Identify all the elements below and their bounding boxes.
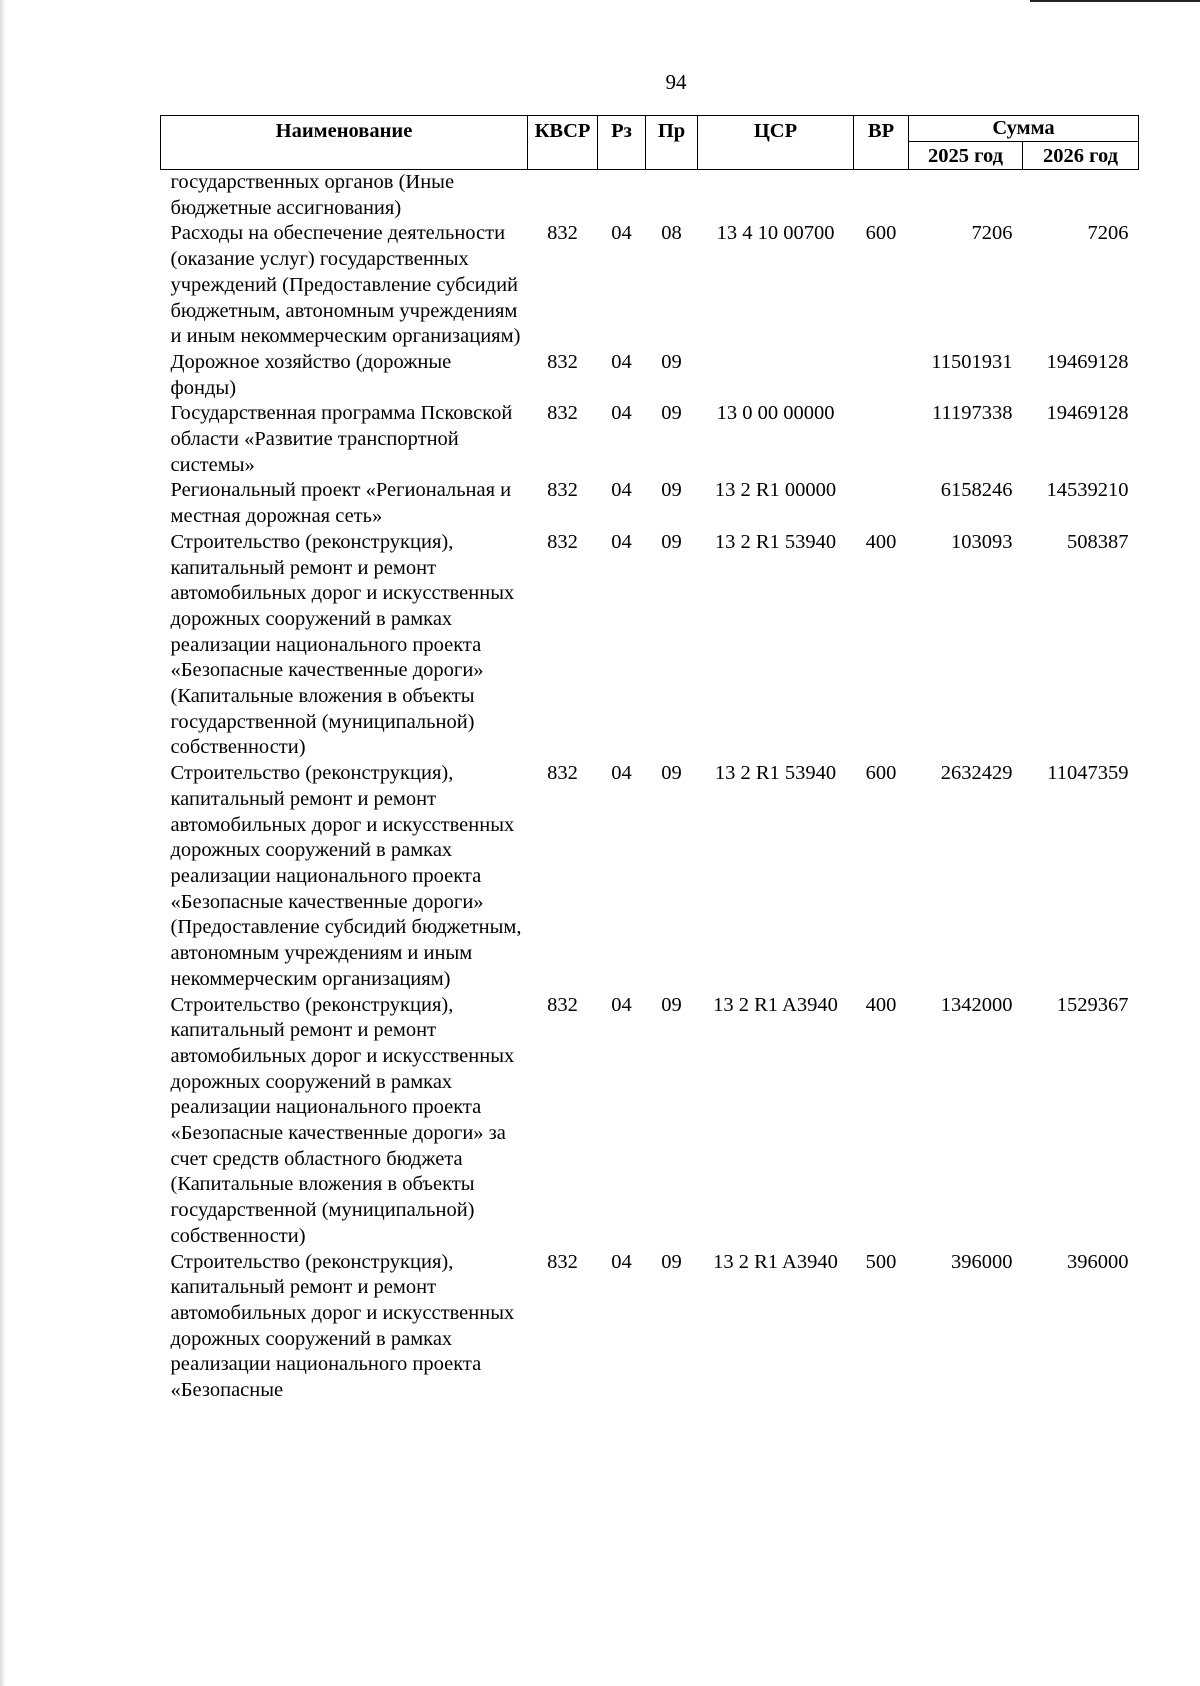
row-amount-2026-cell: 19469128 <box>1046 350 1129 373</box>
row-vr-cell <box>854 350 909 401</box>
row-amount-2025-cell: 103093 <box>951 530 1013 553</box>
row-name-cell: государственных органов (Иные бюджетные ассигнования) <box>170 171 455 219</box>
row-csr-cell: 13 4 10 00700 <box>716 222 835 245</box>
row-amount-2026-cell: 7206 <box>1087 222 1129 245</box>
row-amount-2025-cell: 7206 <box>971 222 1013 245</box>
row-csr-cell <box>698 170 854 222</box>
page-number: 94 <box>665 70 687 94</box>
table-row <box>161 401 1139 478</box>
row-amount-2026-cell: 14539210 <box>1046 479 1129 502</box>
header-sum: Сумма <box>909 116 1139 142</box>
row-kvsr-cell: 832 <box>547 1250 578 1273</box>
header-year-2025: 2025 год <box>909 142 1023 170</box>
table-row <box>161 761 1139 992</box>
table-body <box>161 170 1139 1404</box>
row-amount-2026-cell <box>1023 170 1139 222</box>
row-rz-cell: 04 <box>611 993 632 1016</box>
row-pr-cell: 09 <box>661 530 682 553</box>
row-rz-cell: 04 <box>611 479 632 502</box>
row-csr-cell: 13 2 R1 A3940 <box>713 1250 838 1273</box>
row-kvsr-cell: 832 <box>547 402 578 425</box>
row-vr-cell: 600 <box>865 222 897 245</box>
row-pr-cell: 09 <box>661 1250 682 1273</box>
table-row <box>161 993 1139 1250</box>
row-name-cell: Региональный проект «Региональная и местная дорожная сеть» <box>170 479 512 528</box>
row-vr-cell: 400 <box>865 993 897 1016</box>
row-kvsr-cell <box>528 170 598 222</box>
row-kvsr-cell: 832 <box>547 479 578 502</box>
row-rz-cell: 04 <box>611 1250 632 1273</box>
row-name-cell: Строительство (реконструкция), капитальный ремонт и ремонт автомобильных дорог и искусственных дорожных сооружений в рамках реализации национального проекта «Безопасные качественные дороги» (Предоставление субсидий бюджетным, автономным учреждениям и иным некоммерческим организациям) <box>170 762 522 990</box>
row-name-cell: Строительство (реконструкция), капитальный ремонт и ремонт автомобильных дорог и искусственных дорожных сооружений в рамках реализации национального проекта «Безопасные качественные дороги» за счет средств областного бюджета (Капитальные вложения в объекты государственной (муниципальной) собственности) <box>170 993 515 1247</box>
row-name-cell: Строительство (реконструкция), капитальный ремонт и ремонт автомобильных дорог и искусственных дорожных сооружений в рамках реализации национального проекта «Безопасные качественные дороги» (Капитальные вложения в объекты государственной (муниципальной) собственности) <box>170 530 515 759</box>
header-rz: Рз <box>598 116 646 170</box>
row-amount-2026-cell: 19469128 <box>1046 402 1129 425</box>
row-pr-cell: 09 <box>661 479 682 502</box>
row-amount-2026-cell: 396000 <box>1067 1250 1129 1273</box>
row-csr-cell: 13 2 R1 00000 <box>714 479 837 502</box>
row-amount-2025-cell: 1342000 <box>940 993 1013 1016</box>
row-csr-cell: 13 2 R1 53940 <box>714 762 837 785</box>
row-amount-2025-cell: 11501931 <box>931 350 1013 373</box>
row-kvsr-cell: 832 <box>547 350 578 373</box>
row-pr-cell: 09 <box>661 993 682 1016</box>
row-pr-cell: 09 <box>661 350 682 373</box>
row-csr-cell: 13 2 R1 53940 <box>714 530 837 553</box>
row-rz-cell: 04 <box>611 530 632 553</box>
row-name-cell: Расходы на обеспечение деятельности (оказание услуг) государственных учреждений (Предоставление субсидий бюджетным, автономным учреждениям и иным некоммерческим организациям) <box>170 222 521 348</box>
row-vr-cell: 500 <box>865 1250 897 1273</box>
row-csr-cell: 13 0 00 00000 <box>716 402 835 425</box>
row-vr-cell <box>854 170 909 222</box>
header-vr: ВР <box>854 116 909 170</box>
row-amount-2025-cell: 6158246 <box>940 479 1013 502</box>
budget-table <box>160 115 1139 1404</box>
top-rule-line <box>1030 0 1200 2</box>
header-csr: ЦСР <box>698 116 854 170</box>
header-row-top <box>161 116 1139 142</box>
row-pr-cell: 09 <box>661 402 682 425</box>
table-row <box>161 530 1139 761</box>
row-vr-cell <box>854 478 909 529</box>
header-year-2026: 2026 год <box>1023 142 1139 170</box>
row-amount-2025-cell <box>909 170 1023 222</box>
table-row <box>161 478 1139 529</box>
row-amount-2026-cell: 11047359 <box>1047 762 1129 785</box>
table-row <box>161 170 1139 222</box>
row-vr-cell: 400 <box>865 530 897 553</box>
row-kvsr-cell: 832 <box>547 762 578 785</box>
row-pr-cell <box>646 170 698 222</box>
row-kvsr-cell: 832 <box>547 993 578 1016</box>
row-name-cell: Дорожное хозяйство (дорожные фонды) <box>170 350 452 399</box>
row-csr-cell: 13 2 R1 A3940 <box>713 993 838 1016</box>
scan-edge <box>0 0 6 1686</box>
row-name-cell: Строительство (реконструкция), капитальный ремонт и ремонт автомобильных дорог и искусственных дорожных сооружений в рамках реализации национального проекта «Безопасные <box>170 1250 515 1402</box>
row-kvsr-cell: 832 <box>547 530 578 553</box>
row-pr-cell: 09 <box>661 762 682 785</box>
row-amount-2025-cell: 2632429 <box>940 762 1013 785</box>
row-amount-2025-cell: 396000 <box>951 1250 1013 1273</box>
row-vr-cell <box>854 401 909 478</box>
row-rz-cell <box>598 170 646 222</box>
row-rz-cell: 04 <box>611 762 632 785</box>
table-row <box>161 350 1139 401</box>
row-csr-cell <box>698 350 854 401</box>
row-kvsr-cell: 832 <box>547 222 578 245</box>
row-vr-cell: 600 <box>865 762 897 785</box>
row-amount-2026-cell: 508387 <box>1067 530 1129 553</box>
row-pr-cell: 08 <box>661 222 682 245</box>
table-row <box>161 1250 1139 1404</box>
row-rz-cell: 04 <box>611 402 632 425</box>
header-kvsr: КВСР <box>528 116 598 170</box>
header-name: Наименование <box>161 116 528 170</box>
row-rz-cell: 04 <box>611 222 632 245</box>
table-row <box>161 221 1139 350</box>
header-pr: Пр <box>646 116 698 170</box>
row-name-cell: Государственная программа Псковской области «Развитие транспортной системы» <box>170 402 513 476</box>
row-amount-2026-cell: 1529367 <box>1056 993 1129 1016</box>
row-rz-cell: 04 <box>611 350 632 373</box>
row-amount-2025-cell: 11197338 <box>932 402 1013 425</box>
